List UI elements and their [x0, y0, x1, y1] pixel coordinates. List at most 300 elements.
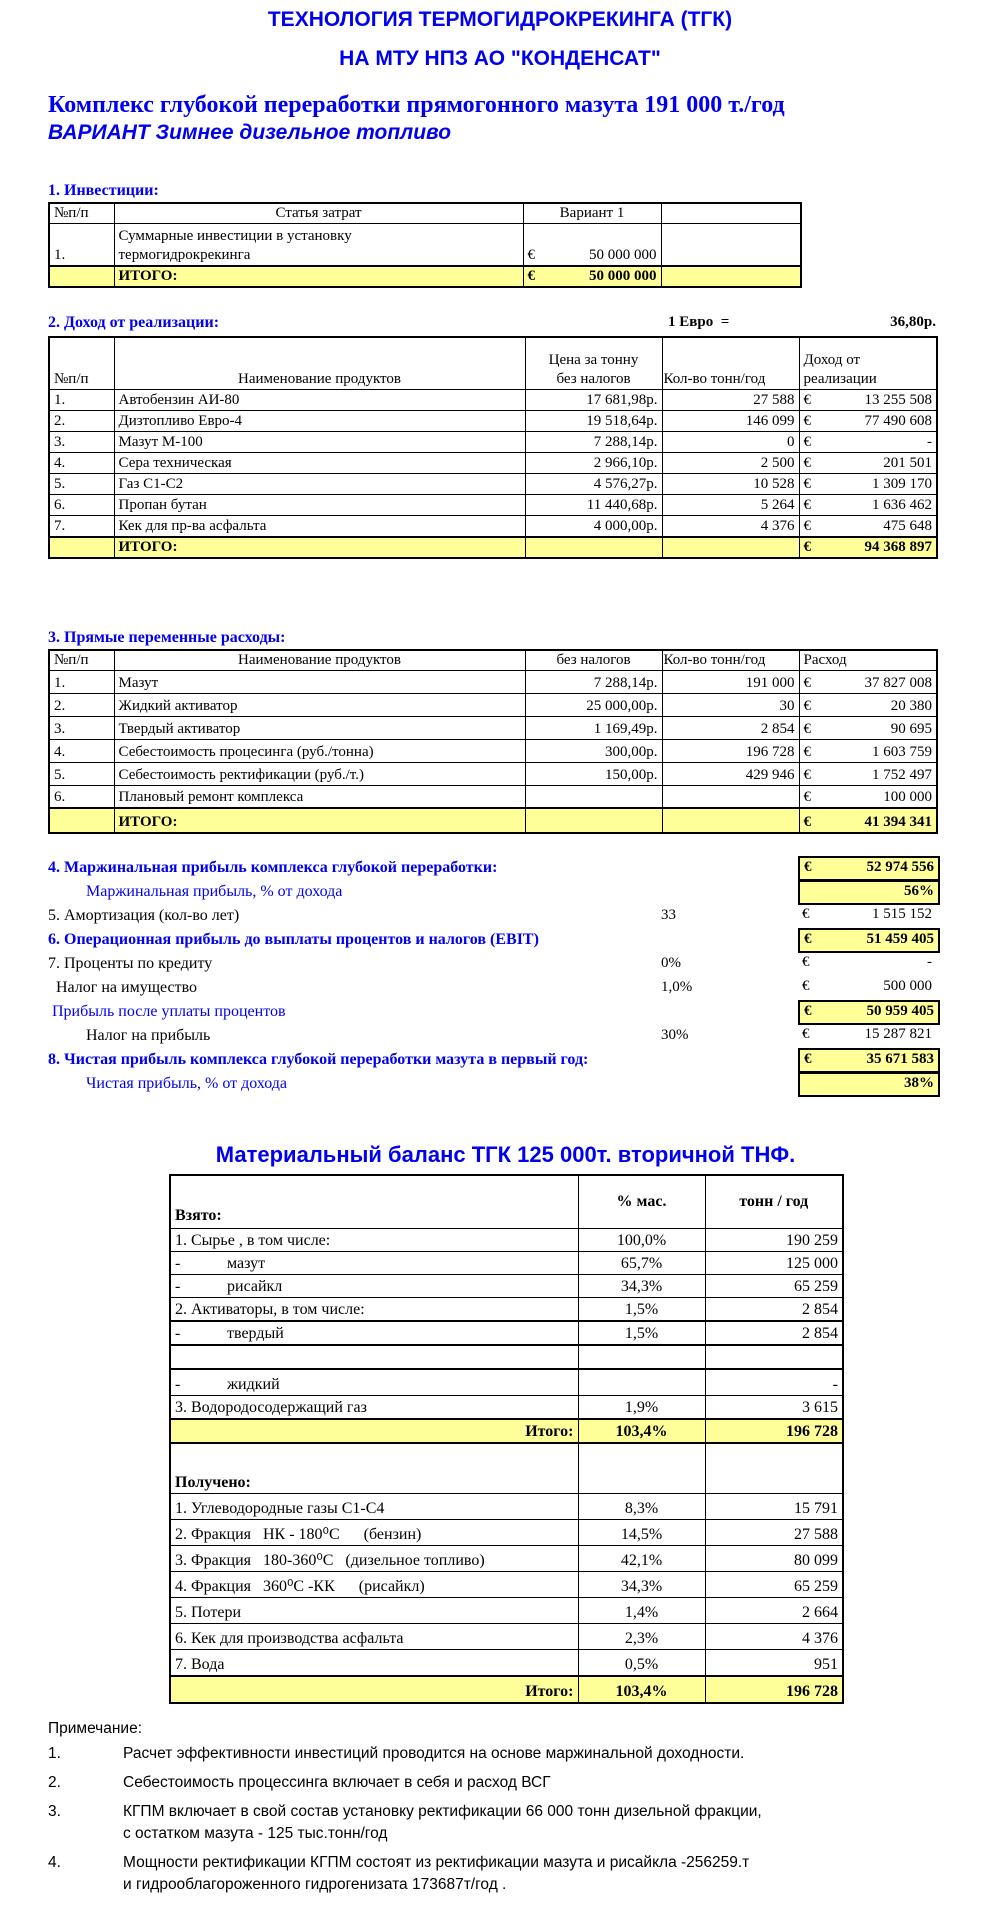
notes-title: Примечание: [48, 1719, 143, 1737]
row-pct: 34,3% [578, 1571, 705, 1597]
currency-symbol: € [802, 906, 810, 922]
row-qty: 2 854 [662, 716, 799, 739]
balance-received-total-row [170, 1676, 843, 1703]
summary-row [48, 976, 936, 1000]
summary-value-box [798, 928, 940, 953]
row-name: 3. Водородосодержащий газ [170, 1396, 578, 1420]
currency-symbol: € [527, 268, 535, 284]
row-num: 5. [49, 762, 114, 785]
empty-cell [705, 1443, 843, 1493]
summary-value: 50 959 405 [866, 1003, 934, 1019]
total-price-empty [525, 808, 662, 833]
row-price: 300,00р. [525, 739, 662, 762]
header-income-line1: Доход от [803, 351, 861, 368]
row-qty: 27 588 [662, 389, 799, 410]
total-value: 50 000 000 [589, 268, 657, 284]
balance-title: Материальный баланс ТГК 125 000т. вторичной ТНФ. [215, 1142, 796, 1167]
empty-cell [705, 1345, 843, 1369]
header-empty [661, 203, 801, 224]
row-tons: 15 791 [705, 1493, 843, 1519]
row-qty: 146 099 [662, 410, 799, 431]
currency-symbol: € [803, 475, 811, 492]
row-num: 3. [49, 431, 114, 452]
summary-label: Чистая прибыль, % от дохода [86, 1075, 288, 1092]
row-dash: - [175, 1255, 181, 1272]
row-qty: 0 [662, 431, 799, 452]
balance-taken-label: Взято: [175, 1207, 222, 1224]
total-pct: 103,4% [578, 1419, 705, 1443]
table-row [170, 1275, 843, 1298]
note-text [123, 1854, 749, 1898]
row-subname: мазут [227, 1255, 266, 1272]
investments-header-row [49, 203, 801, 224]
row-pct: 34,3% [578, 1275, 705, 1298]
summary-label: 4. Маржинальная прибыль комплекса глубокой переработки: [48, 859, 498, 876]
row-value-cell [799, 515, 937, 537]
summary-row [48, 904, 936, 928]
row-value-cell [523, 224, 661, 267]
table-row [49, 515, 937, 537]
row-value-cell [799, 716, 937, 739]
note-line: Себестоимость процессинга включает в себя и расход ВСГ [123, 1773, 551, 1791]
row-pct: 0,5% [578, 1649, 705, 1676]
row-name: 2. Активаторы, в том числе: [170, 1298, 578, 1322]
header-price-line2: без налогов [556, 370, 631, 387]
row-tons: 125 000 [705, 1252, 843, 1275]
total-value-cell [799, 537, 937, 558]
balance-received-label-row [170, 1443, 843, 1493]
note-item [48, 1803, 936, 1847]
row-name: 3. Фракция 180-360⁰С (дизельное топливо) [170, 1545, 578, 1571]
balance-table [169, 1174, 844, 1704]
summary-value-box [798, 1000, 940, 1025]
row-tons: 65 259 [705, 1571, 843, 1597]
row-num: 2. [49, 410, 114, 431]
row-price: 4 576,27р. [525, 473, 662, 494]
summary-value: 500 000 [883, 978, 932, 994]
row-qty: 30 [662, 693, 799, 716]
table-row [170, 1493, 843, 1519]
summary-value: 52 974 556 [866, 859, 934, 875]
note-number: 1. [48, 1744, 61, 1762]
row-value: 37 827 008 [864, 674, 932, 691]
row-value-cell [799, 762, 937, 785]
header-name: Наименование продуктов [114, 650, 525, 671]
total-num [49, 808, 114, 833]
row-tons: 2 664 [705, 1597, 843, 1623]
row-num: 1. [49, 389, 114, 410]
currency-symbol: € [803, 517, 811, 534]
table-row [170, 1649, 843, 1676]
row-price: 7 288,14р. [525, 670, 662, 693]
table-row [49, 739, 937, 762]
row-pct: 100,0% [578, 1229, 705, 1252]
header-name: Наименование продуктов [114, 337, 525, 389]
row-num: 4. [49, 739, 114, 762]
expenses-header-row [49, 650, 937, 671]
currency-symbol: € [803, 391, 811, 408]
summary-row [48, 1024, 936, 1048]
balance-taken-label-cell [170, 1175, 578, 1229]
table-row [170, 1545, 843, 1571]
summary-label: 7. Проценты по кредиту [48, 955, 213, 972]
currency-symbol: € [803, 674, 811, 691]
row-pct [578, 1369, 705, 1396]
row-qty: 10 528 [662, 473, 799, 494]
row-value: 20 380 [890, 697, 932, 714]
total-tons: 196 728 [705, 1676, 843, 1703]
row-price: 19 518,64р. [525, 410, 662, 431]
summary-row [48, 856, 936, 880]
row-subname: жидкий [227, 1376, 280, 1393]
table-row [170, 1298, 843, 1322]
header-price-line1: Цена за тонну [548, 351, 639, 368]
row-dash: - [175, 1278, 181, 1295]
row-price: 2 966,10р. [525, 452, 662, 473]
header-qty: Кол-во тонн/год [662, 337, 799, 389]
currency-symbol: € [803, 766, 811, 783]
summary-value-box [798, 856, 940, 881]
row-value-cell [799, 452, 937, 473]
table-row [49, 785, 937, 808]
row-value-cell [799, 739, 937, 762]
summary-mid-value: 30% [661, 1027, 689, 1043]
row-qty [662, 785, 799, 808]
row-value: 475 648 [883, 517, 932, 534]
row-tons: 80 099 [705, 1545, 843, 1571]
total-num [49, 266, 114, 287]
row-pct: 42,1% [578, 1545, 705, 1571]
note-text [123, 1774, 551, 1796]
header-pct: % мас. [578, 1175, 705, 1229]
summary-value-cell [798, 1025, 936, 1046]
empty-cell [170, 1345, 578, 1369]
row-name: 4. Фракция 360⁰С -КК (рисайкл) [170, 1571, 578, 1597]
row-name: Газ С1-С2 [114, 473, 525, 494]
total-value: 94 368 897 [864, 538, 932, 555]
note-number: 4. [48, 1853, 61, 1871]
table-row [49, 431, 937, 452]
note-number: 3. [48, 1802, 61, 1820]
row-value: 1 636 462 [872, 496, 932, 513]
header-qty: Кол-во тонн/год [662, 650, 799, 671]
summary-row [48, 880, 936, 904]
summary-value: 51 459 405 [866, 931, 934, 947]
row-value: 50 000 000 [589, 247, 657, 263]
row-pct: 8,3% [578, 1493, 705, 1519]
note-item [48, 1774, 936, 1796]
row-num: 5. [49, 473, 114, 494]
summary-row [48, 928, 936, 952]
total-price-empty [525, 537, 662, 558]
row-name: Себестоимость процесинга (руб./тонна) [114, 739, 525, 762]
euro-rate-value: 36,80р. [890, 314, 936, 330]
currency-symbol: € [804, 1003, 812, 1019]
note-text [123, 1745, 744, 1767]
row-value: 1 603 759 [872, 743, 932, 760]
row-pct: 1,5% [578, 1321, 705, 1345]
row-price: 11 440,68р. [525, 494, 662, 515]
balance-taken-total-row [170, 1419, 843, 1443]
row-name: 2. Фракция НК - 180⁰С (бензин) [170, 1519, 578, 1545]
row-value-cell [799, 670, 937, 693]
summary-row [48, 1072, 936, 1096]
table-row [170, 1623, 843, 1649]
row-empty [661, 224, 801, 267]
row-value: 1 309 170 [872, 475, 932, 492]
header-num: №п/п [49, 650, 114, 671]
section-revenue-title: 2. Доход от реализации: [48, 314, 220, 331]
note-line: Расчет эффективности инвестиций проводится на основе маржинальной доходности. [123, 1744, 745, 1762]
row-item-line2: термогидрокрекинга [118, 247, 251, 263]
row-value-cell [799, 494, 937, 515]
note-line: и гидрооблагороженного гидрогенизата 173687т/год . [123, 1875, 507, 1893]
row-qty: 196 728 [662, 739, 799, 762]
row-tons: 951 [705, 1649, 843, 1676]
header-tons: тонн / год [705, 1175, 843, 1229]
header-cost: Расход [799, 650, 937, 671]
row-tons: 65 259 [705, 1275, 843, 1298]
page-subtitle: Комплекс глубокой переработки прямогонного мазута 191 000 т./год [48, 92, 785, 118]
summary-value: - [927, 954, 932, 970]
total-label: ИТОГО: [114, 537, 525, 558]
row-tons: 4 376 [705, 1623, 843, 1649]
row-price: 150,00р. [525, 762, 662, 785]
expenses-table [48, 649, 938, 835]
table-row [49, 762, 937, 785]
section-expenses-title: 3. Прямые переменные расходы: [48, 628, 286, 646]
currency-symbol: € [803, 814, 811, 830]
table-row [49, 693, 937, 716]
row-num: 4. [49, 452, 114, 473]
row-tons: 2 854 [705, 1321, 843, 1345]
summary-label: Налог на прибыль [86, 1027, 211, 1044]
row-num: 2. [49, 693, 114, 716]
row-name: Дизтопливо Евро-4 [114, 410, 525, 431]
row-subname: рисайкл [227, 1278, 283, 1295]
revenue-header-row [49, 337, 937, 389]
total-qty-empty [662, 537, 799, 558]
row-num: 7. [49, 515, 114, 537]
row-dash: - [175, 1325, 181, 1342]
total-value-cell [523, 266, 661, 287]
row-name: Мазут М-100 [114, 431, 525, 452]
row-name: Твердый активатор [114, 716, 525, 739]
table-row [49, 410, 937, 431]
table-row [170, 1252, 843, 1275]
summary-value-cell [798, 953, 936, 974]
total-label: ИТОГО: [114, 266, 523, 287]
row-pct: 14,5% [578, 1519, 705, 1545]
row-qty: 191 000 [662, 670, 799, 693]
section-investments-title: 1. Инвестиции: [48, 182, 159, 199]
row-qty: 4 376 [662, 515, 799, 537]
table-row [170, 1396, 843, 1420]
row-price: 25 000,00р. [525, 693, 662, 716]
page-title-line2: НА МТУ НПЗ АО "КОНДЕНСАТ" [339, 47, 661, 70]
total-value: 41 394 341 [864, 814, 932, 830]
table-row [170, 1519, 843, 1545]
note-item [48, 1854, 936, 1898]
summary-value-box [798, 1048, 940, 1073]
row-name: Сера техническая [114, 452, 525, 473]
row-pct: 1,4% [578, 1597, 705, 1623]
summary-value: 38% [904, 1075, 934, 1091]
row-name [170, 1321, 578, 1345]
table-row [49, 716, 937, 739]
row-item [114, 224, 523, 267]
table-row [49, 224, 801, 267]
table-row [49, 670, 937, 693]
currency-symbol: € [803, 743, 811, 760]
row-tons: - [705, 1369, 843, 1396]
row-name [170, 1369, 578, 1396]
row-price [525, 785, 662, 808]
summary-mid-value: 33 [661, 907, 676, 923]
header-price: без налогов [525, 650, 662, 671]
row-price: 17 681,98р. [525, 389, 662, 410]
currency-symbol: € [803, 789, 811, 805]
row-tons: 27 588 [705, 1519, 843, 1545]
summary-label: Прибыль после уплаты процентов [52, 1003, 286, 1020]
note-line: с остатком мазута - 125 тыс.тонн/год [123, 1824, 388, 1842]
balance-received-label-cell [170, 1443, 578, 1493]
row-name: Пропан бутан [114, 494, 525, 515]
row-item-line1: Суммарные инвестиции в установку [118, 228, 352, 244]
row-value-cell [799, 693, 937, 716]
row-name: 6. Кек для производства асфальта [170, 1623, 578, 1649]
row-qty: 5 264 [662, 494, 799, 515]
row-value: - [927, 433, 932, 450]
empty-cell [578, 1345, 705, 1369]
investments-total-row [49, 266, 801, 287]
currency-symbol: € [803, 412, 811, 429]
currency-symbol: € [804, 859, 812, 875]
row-pct: 2,3% [578, 1623, 705, 1649]
table-row [170, 1321, 843, 1345]
row-num: 6. [49, 785, 114, 808]
notes-block [48, 1720, 936, 1898]
row-tons: 190 259 [705, 1229, 843, 1252]
row-name: Себестоимость ректификации (руб./т.) [114, 762, 525, 785]
total-label: Итого: [170, 1676, 578, 1703]
row-num: 1. [49, 224, 114, 267]
row-name: 7. Вода [170, 1649, 578, 1676]
summary-value-box [798, 880, 940, 905]
row-price: 1 169,49р. [525, 716, 662, 739]
summary-value: 56% [904, 883, 934, 899]
row-tons: 2 854 [705, 1298, 843, 1322]
table-row [49, 389, 937, 410]
summary-value-box [798, 1072, 940, 1097]
summary-label: 8. Чистая прибыль комплекса глубокой переработки мазута в первый год: [48, 1051, 589, 1068]
table-row [49, 452, 937, 473]
header-income-line2: реализации [803, 370, 877, 387]
row-value: 13 255 508 [864, 391, 932, 408]
total-pct: 103,4% [578, 1676, 705, 1703]
currency-symbol: € [803, 433, 811, 450]
row-price: 4 000,00р. [525, 515, 662, 537]
header-num: №п/п [49, 337, 114, 389]
header-item: Статья затрат [114, 203, 523, 224]
summary-row [48, 1000, 936, 1024]
row-value-cell [799, 431, 937, 452]
row-name: Кек для пр-ва асфальта [114, 515, 525, 537]
note-line: КГПМ включает в свой состав установку ректификации 66 000 тонн дизельной фракции, [123, 1802, 762, 1820]
revenue-total-row [49, 537, 937, 558]
row-price: 7 288,14р. [525, 431, 662, 452]
note-item [48, 1745, 936, 1767]
row-value: 1 752 497 [872, 766, 932, 783]
table-row [170, 1597, 843, 1623]
table-row [170, 1571, 843, 1597]
summary-row [48, 952, 936, 976]
row-value-cell [799, 785, 937, 808]
row-name: 5. Потери [170, 1597, 578, 1623]
investments-table [48, 202, 802, 288]
header-price [525, 337, 662, 389]
total-tons: 196 728 [705, 1419, 843, 1443]
currency-symbol: € [527, 247, 535, 263]
table-row [170, 1229, 843, 1252]
row-value: 90 695 [890, 720, 932, 737]
row-dash: - [175, 1376, 181, 1393]
row-value-cell [799, 389, 937, 410]
summary-value: 1 515 152 [872, 906, 932, 922]
summary-mid-value: 1,0% [661, 979, 693, 995]
row-subname: твердый [227, 1325, 284, 1342]
total-label: ИТОГО: [114, 808, 525, 833]
row-num: 6. [49, 494, 114, 515]
header-income [799, 337, 937, 389]
row-name [170, 1252, 578, 1275]
table-row [49, 473, 937, 494]
summary-value: 35 671 583 [866, 1051, 934, 1067]
row-tons: 3 615 [705, 1396, 843, 1420]
note-text [123, 1803, 762, 1847]
currency-symbol: € [803, 454, 811, 471]
header-variant: Вариант 1 [523, 203, 661, 224]
total-label: Итого: [170, 1419, 578, 1443]
page-title: ТЕХНОЛОГИЯ ТЕРМОГИДРОКРЕКИНГА (ТГК) [267, 8, 733, 31]
row-name: Плановый ремонт комплекса [114, 785, 525, 808]
summary-label: Налог на имущество [56, 979, 198, 996]
total-num [49, 537, 114, 558]
header-num: №п/п [49, 203, 114, 224]
row-pct: 65,7% [578, 1252, 705, 1275]
currency-symbol: € [802, 978, 810, 994]
row-name: 1. Сырье , в том числе: [170, 1229, 578, 1252]
summary-value-cell [798, 905, 936, 926]
note-number: 2. [48, 1773, 61, 1791]
note-line: Мощности ректификации КГПМ состоят из ректификации мазута и рисайкла -256259.т [123, 1853, 750, 1871]
row-qty: 429 946 [662, 762, 799, 785]
summary-label: 6. Операционная прибыль до выплаты процентов и налогов (EBIT) [48, 931, 539, 948]
total-value-cell [799, 808, 937, 833]
row-value-cell [799, 410, 937, 431]
row-qty: 2 500 [662, 452, 799, 473]
balance-header-row [170, 1175, 843, 1229]
summary-row [48, 1048, 936, 1072]
currency-symbol: € [802, 954, 810, 970]
currency-symbol: € [803, 720, 811, 737]
currency-symbol: € [802, 1026, 810, 1042]
row-num: 1. [49, 670, 114, 693]
empty-cell [578, 1443, 705, 1493]
row-pct: 1,9% [578, 1396, 705, 1420]
row-num: 3. [49, 716, 114, 739]
total-qty-empty [662, 808, 799, 833]
